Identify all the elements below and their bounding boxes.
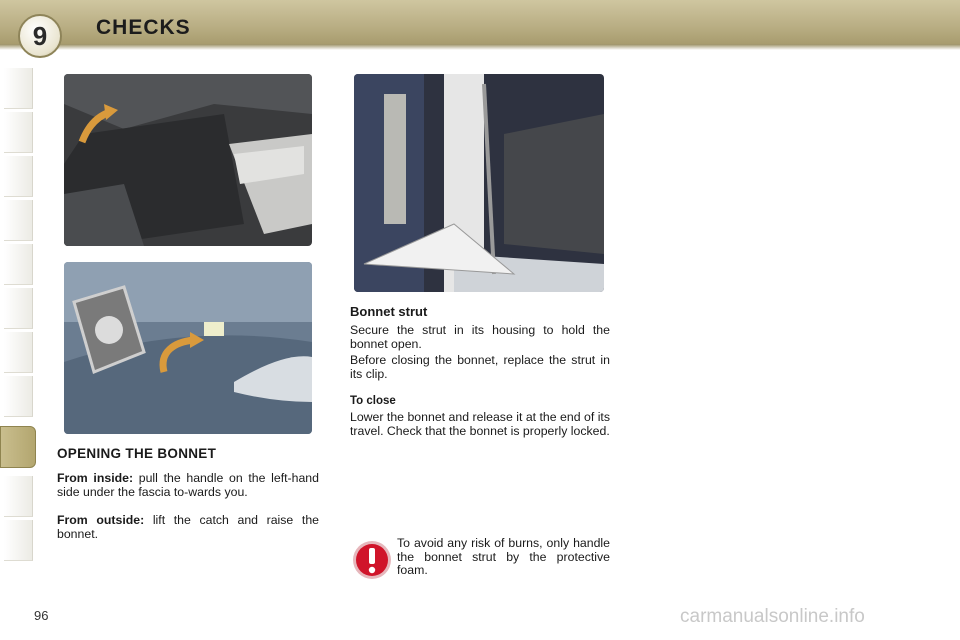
- bonnet-strut-paragraph-2: Before closing the bonnet, replace the strut in its clip.: [350, 353, 610, 381]
- from-outside-label: From outside:: [57, 513, 145, 527]
- from-outside-text: lift the catch and raise the bonnet.: [57, 513, 319, 541]
- exterior-bonnet-catch-photo: [64, 262, 312, 434]
- to-close-text: Lower the bonnet and release it at the end of its travel. Check that the bonnet is properly locked.: [350, 410, 610, 438]
- from-inside-instruction: [57, 472, 319, 499]
- chapter-tab-10[interactable]: [4, 476, 33, 517]
- exclamation-warning-icon: [352, 540, 392, 580]
- header-shadow: [0, 44, 960, 50]
- to-close-title: To close: [350, 395, 396, 407]
- section-title-opening-bonnet: OPENING THE BONNET: [57, 446, 217, 461]
- from-outside-instruction: [57, 514, 319, 541]
- chapter-tab-5[interactable]: [4, 244, 33, 285]
- chapter-tab-4[interactable]: [4, 200, 33, 241]
- chapter-tab-3[interactable]: [4, 156, 33, 197]
- chapter-tab-11[interactable]: [4, 520, 33, 561]
- page-title: CHECKS: [96, 16, 191, 39]
- bonnet-strut-paragraph-1: Secure the strut in its housing to hold the bonnet open.: [350, 323, 610, 351]
- chapter-tabs: [0, 68, 34, 574]
- bonnet-strut-title: Bonnet strut: [350, 304, 428, 319]
- chapter-tab-1[interactable]: [4, 68, 33, 109]
- page-number: 96: [34, 608, 49, 623]
- warning-text: To avoid any risk of burns, only handle the bonnet strut by the protective foam.: [397, 536, 610, 577]
- from-inside-text: pull the handle on the left-hand side under the fascia to-wards you.: [57, 471, 319, 499]
- chapter-tab-9-active[interactable]: [0, 426, 36, 468]
- chapter-number-badge: 9: [18, 14, 62, 58]
- from-inside-label: From inside:: [57, 471, 134, 485]
- chapter-tab-2[interactable]: [4, 112, 33, 153]
- chapter-tab-8[interactable]: [4, 376, 33, 417]
- bonnet-strut-photo: [354, 74, 604, 292]
- chapter-tab-7[interactable]: [4, 332, 33, 373]
- chapter-tab-6[interactable]: [4, 288, 33, 329]
- watermark: carmanualsonline.info: [680, 606, 865, 627]
- interior-release-handle-photo: [64, 74, 312, 246]
